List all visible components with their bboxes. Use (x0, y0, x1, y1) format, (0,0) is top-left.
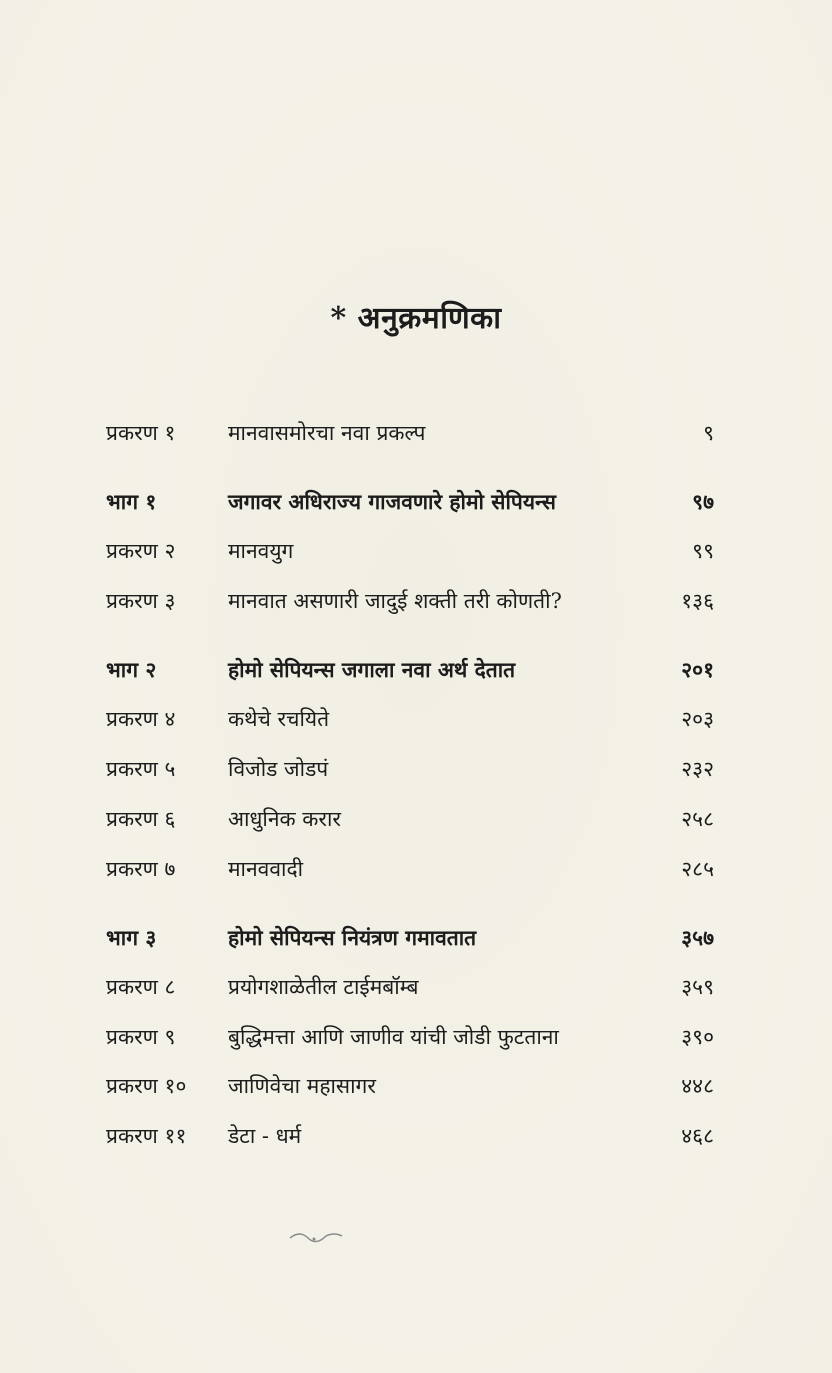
toc-row (0, 581, 832, 621)
toc-row (0, 650, 832, 690)
toc-page-number: ३९० (681, 1025, 714, 1049)
toc-row (0, 749, 832, 789)
toc-page-number: ९९ (692, 539, 714, 563)
toc-row (0, 918, 832, 958)
ornament-icon (286, 1226, 346, 1246)
toc-name: डेटा - धर्म (228, 1124, 302, 1148)
toc-row (0, 531, 832, 571)
toc-label: भाग २ (106, 657, 157, 682)
toc-page-number: ९७ (692, 489, 714, 514)
toc-row (0, 1017, 832, 1057)
toc-name: मानवयुग (228, 539, 294, 563)
toc-name: प्रयोगशाळेतील टाईमबॉम्ब (228, 975, 419, 999)
toc-page-number: ४४८ (681, 1074, 714, 1098)
toc-name: जगावर अधिराज्य गाजवणारे होमो सेपियन्स (228, 489, 556, 514)
toc-page-number: ४६८ (681, 1124, 714, 1148)
toc-row (0, 413, 832, 453)
toc-page-number: १३६ (681, 589, 714, 613)
toc-label: प्रकरण १ (106, 421, 176, 445)
toc-label: प्रकरण ३ (106, 589, 176, 613)
toc-title: * अनुक्रमणिका (330, 301, 502, 336)
toc-page-number: २५८ (681, 807, 714, 831)
toc-label: प्रकरण ५ (106, 757, 176, 781)
toc-label: प्रकरण १० (106, 1074, 187, 1098)
toc-name: कथेचे रचयिते (228, 707, 330, 731)
toc-page-number: २८५ (681, 857, 714, 881)
toc-name: बुद्धिमत्ता आणि जाणीव यांची जोडी फुटताना (228, 1025, 559, 1049)
toc-label: प्रकरण २ (106, 539, 176, 563)
toc-page-number: ३५७ (681, 925, 714, 950)
toc-row (0, 699, 832, 739)
toc-page-number: २३२ (681, 757, 714, 781)
toc-label: प्रकरण ९ (106, 1025, 176, 1049)
toc-page-number: ९ (703, 421, 714, 445)
toc-label: प्रकरण ४ (106, 707, 176, 731)
toc-row (0, 799, 832, 839)
toc-name: मानवात असणारी जादुई शक्ती तरी कोणती? (228, 589, 562, 613)
toc-page-number: २०३ (681, 707, 714, 731)
toc-row (0, 1066, 832, 1106)
toc-label: प्रकरण ६ (106, 807, 176, 831)
toc-name: होमो सेपियन्स नियंत्रण गमावतात (228, 925, 477, 950)
toc-row (0, 849, 832, 889)
toc-label: भाग ३ (106, 925, 157, 950)
toc-name: आधुनिक करार (228, 807, 342, 831)
toc-label: प्रकरण ७ (106, 857, 176, 881)
toc-page-number: ३५९ (681, 975, 714, 999)
toc-name: मानवासमोरचा नवा प्रकल्प (228, 421, 426, 445)
toc-name: जाणिवेचा महासागर (228, 1074, 376, 1098)
toc-page-number: २०१ (681, 657, 714, 682)
toc-name: होमो सेपियन्स जगाला नवा अर्थ देतात (228, 657, 516, 682)
toc-name: विजोड जोडपं (228, 757, 329, 781)
toc-name: मानववादी (228, 857, 304, 881)
toc-label: प्रकरण ८ (106, 975, 176, 999)
toc-row (0, 967, 832, 1007)
toc-row (0, 1116, 832, 1156)
toc-label: भाग १ (106, 489, 157, 514)
toc-row (0, 482, 832, 522)
toc-label: प्रकरण ११ (106, 1124, 187, 1148)
